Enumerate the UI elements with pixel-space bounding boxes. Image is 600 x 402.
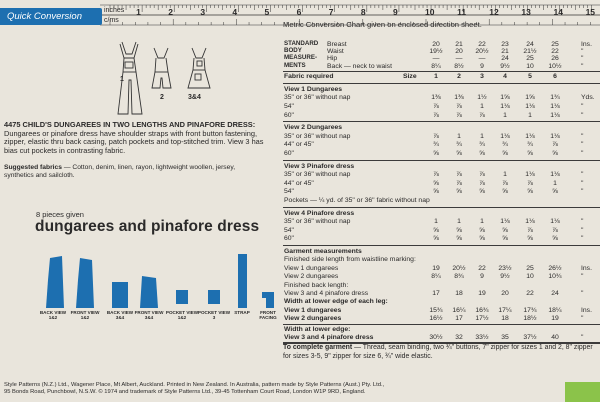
cell-size-6: 1¾ (550, 94, 560, 102)
row-unit: " (581, 273, 584, 281)
suggested-fabrics (4, 164, 266, 180)
cell-size-6: 1⅛ (550, 132, 560, 140)
size-header-4: 4 (503, 72, 507, 80)
cell-size-1: 1 (434, 218, 438, 226)
row-label: 54" (284, 188, 294, 196)
cell-size-2: ⅞ (456, 179, 462, 187)
ruler-tick-3: 3 (200, 7, 206, 17)
cell-size-5: 1⅛ (525, 132, 535, 140)
cell-size-5: 1⅛ (525, 218, 535, 226)
ruler-inches-label: inches (104, 7, 125, 14)
table-rule (283, 121, 600, 122)
cell-size-1: ⅝ (433, 235, 439, 243)
pattern-description-text: Dungarees or pinafore dress have shoulder straps with front button fastening, zipper, elastic thru back casing, patch pockets and top-stitched trim. View 3 has bias cut pockets in contrasting fabric. (4, 128, 264, 155)
row-label: 60" (284, 235, 294, 243)
cell-size-2: 1⅜ (454, 94, 464, 102)
cell-size-1: 20 (432, 41, 440, 48)
suggested-fabrics-label: Suggested fabrics (4, 164, 62, 171)
ruler-tick-2: 2 (168, 7, 173, 17)
ruler-tick-5: 5 (264, 7, 270, 17)
cell-size-3: 9 (480, 62, 484, 70)
cell-size-5: 1⅝ (525, 94, 535, 102)
cell-size-2: 8½ (454, 62, 464, 70)
cell-size-4: ¾ (502, 141, 508, 149)
table-rule (283, 207, 600, 208)
cell-size-6: 26½ (548, 264, 562, 272)
cell-size-3: ⅝ (479, 188, 485, 196)
row-label: View 3 and 4 pinafore dress (284, 290, 369, 297)
cell-size-1: 30½ (429, 334, 443, 341)
row-label: 60" (284, 150, 294, 157)
piece-label-back-1-2: BACK VIEW 1&2 (39, 310, 67, 321)
cell-size-1: 1⅜ (431, 94, 441, 102)
cell-size-6: 26 (551, 55, 559, 63)
cell-size-3: 19 (478, 290, 486, 297)
cell-size-1: ⅝ (433, 179, 439, 187)
row-unit: " (581, 62, 584, 70)
cell-size-6: 25 (551, 41, 559, 48)
measurement-row (283, 62, 600, 71)
green-corner-tab (565, 382, 600, 402)
row-label: View 3 and 4 pinafore dress (284, 334, 374, 341)
cell-size-3: ⅝ (479, 226, 485, 234)
cell-size-1: 19 (432, 264, 440, 272)
row-unit: Yds. (581, 94, 595, 102)
cell-size-4: 17¼ (498, 306, 512, 314)
cell-size-1: 17 (432, 290, 440, 297)
cell-size-3: ⅞ (479, 171, 485, 179)
size-header-5: 5 (528, 72, 532, 80)
piece-label-front-3-4: FRONT VIEW 3&4 (134, 310, 164, 321)
cell-size-5: 18½ (523, 315, 537, 323)
row-unit: " (581, 55, 584, 63)
row-unit: Ins. (581, 41, 592, 48)
cell-size-4: 21 (501, 48, 509, 56)
row-label: Finished side length from waistline marking: (284, 256, 416, 264)
cell-size-6: ⅞ (552, 226, 558, 234)
cell-size-1: ⅝ (433, 150, 439, 157)
ruler-tick-8: 8 (360, 7, 366, 17)
cell-size-1: 15¾ (429, 306, 443, 314)
table-rule (283, 245, 600, 246)
measurements-label-line: STANDARD (284, 40, 319, 47)
row-unit: " (581, 218, 584, 226)
ruler-tick-11: 11 (457, 7, 467, 17)
row-label: 44" or 45" (284, 141, 314, 149)
cell-size-5: 1 (528, 111, 532, 119)
cell-size-2: 16¼ (452, 306, 466, 314)
cell-size-1: 8¼ (431, 62, 441, 70)
row-label: Pockets — ¼ yd. of 35" or 36" fabric without nap (284, 197, 430, 204)
size-header-6: 6 (553, 72, 557, 80)
row-label: 35" or 36" without nap (284, 218, 351, 226)
cell-size-4: 1⅝ (500, 94, 510, 102)
measurements-label-line: MEASURE- (284, 54, 318, 62)
cell-size-5: ¾ (527, 141, 533, 149)
ruler-tick-1: 1 (136, 7, 141, 17)
cell-size-4: 1⅛ (500, 218, 510, 226)
cell-size-4: ⅝ (502, 188, 508, 196)
row-label: 35" or 36" without nap (284, 132, 351, 140)
cell-size-6: 10½ (548, 62, 562, 70)
view-caption-2: 2 (160, 94, 164, 101)
row-unit: " (581, 132, 584, 140)
row-label: View 3 Pinafore dress (284, 162, 355, 170)
view-caption-1: 1 (120, 76, 124, 83)
pattern-number: 4475 (4, 120, 21, 129)
cell-size-4: 18 (501, 315, 509, 323)
cell-size-3: 33½ (475, 334, 489, 341)
cell-size-4: ⅝ (502, 150, 508, 157)
footer-line-1: Style Patterns (N.Z.) Ltd., Wagener Place, Mt Albert, Auckland. Printed in New Zealand. In Australia, pattern made by Style Patterns (Aust.) Pty. Ltd., (4, 382, 385, 388)
cell-size-5: ⅝ (527, 150, 533, 157)
cell-size-3: 20½ (475, 48, 489, 56)
ruler-tick-10: 10 (425, 7, 435, 17)
row-unit: " (581, 171, 584, 179)
cell-size-5: ⅞ (527, 226, 533, 234)
cell-size-6: 24 (551, 290, 559, 297)
row-unit: " (581, 103, 584, 110)
cell-size-4: 23½ (498, 264, 512, 272)
cell-size-4: 1⅛ (500, 132, 510, 140)
cell-size-4: ⅝ (502, 226, 508, 234)
cell-size-5: 37½ (523, 334, 537, 341)
cell-size-3: 17½ (475, 315, 489, 323)
piece-label-pocket-1-2: POCKET VIEW 1&2 (165, 310, 199, 321)
cell-size-6: 22 (551, 48, 559, 56)
cell-size-2: 8¾ (454, 273, 464, 281)
size-header-2: 2 (457, 72, 461, 80)
ruler-tick-4: 4 (232, 7, 238, 17)
cell-size-5: ⅝ (527, 188, 533, 196)
row-label: 54" (284, 103, 294, 110)
cell-size-2: ¾ (456, 141, 462, 149)
row-label: Garment measurements (284, 248, 362, 255)
cell-size-5: 1⅛ (525, 171, 535, 179)
cell-size-2: ⅝ (456, 235, 462, 243)
row-label: Back — neck to waist (327, 62, 392, 70)
view-caption-3-4: 3&4 (188, 94, 201, 101)
footer-line-2: 95 Bonds Road, Punchbowl, N.S.W. © 1974 and trademark of Style Patterns Ltd., 39-45 Tottenham Court Road, London W1P 9RD, England. (4, 389, 366, 395)
size-header-1: 1 (434, 72, 438, 80)
quick-conversion-badge: Quick Conversion (0, 8, 102, 25)
cell-size-1: ⅝ (433, 188, 439, 196)
piece-label-front-1-2: FRONT VIEW 1&2 (70, 310, 100, 321)
cell-size-5: ⅝ (527, 235, 533, 243)
cell-size-1: ⅞ (433, 171, 439, 179)
cell-size-4: 1 (503, 111, 507, 119)
cell-size-4: 24 (501, 55, 509, 63)
row-unit: " (581, 48, 584, 56)
cell-size-5: 25 (526, 264, 534, 272)
cell-size-2: ⅞ (456, 103, 462, 110)
publisher-footer (4, 382, 504, 396)
cell-size-3: — (478, 55, 486, 63)
cell-size-3: 22 (478, 41, 486, 48)
row-label: 54" (284, 226, 294, 234)
cell-size-5: 17¾ (523, 306, 537, 314)
row-label: View 1 Dungarees (284, 85, 343, 93)
cell-size-5: 21½ (523, 48, 537, 56)
cell-size-3: 22 (478, 264, 486, 272)
cell-size-2: ⅞ (456, 111, 462, 119)
garment-row (283, 333, 600, 342)
cell-size-2: 21 (455, 41, 463, 48)
cell-size-2: 1 (457, 218, 461, 226)
row-label: View 4 Pinafore dress (284, 209, 355, 217)
cell-size-1: — (432, 55, 440, 63)
cell-size-1: 8¼ (431, 273, 441, 281)
row-label: 44" or 45" (284, 179, 314, 187)
table-rule (283, 160, 600, 161)
cell-size-4: ⅝ (502, 235, 508, 243)
row-label: View 1 dungarees (284, 306, 342, 314)
fabric-required-label: Fabric required (284, 72, 334, 80)
cell-size-1: ⅞ (433, 103, 439, 110)
cell-size-3: ⅞ (479, 179, 485, 187)
cell-size-3: 1 (480, 103, 484, 110)
cell-size-6: ⅞ (552, 141, 558, 149)
row-label: 60" (284, 111, 294, 119)
cell-size-6: ⅝ (552, 235, 558, 243)
piece-label-strap: STRAP (234, 310, 250, 315)
cell-size-1: ⅞ (433, 132, 439, 140)
to-complete-text: — Thread, seam binding, two ¾" buttons, 7" zipper for sizes 1 and 2, 8" zipper for sizes 3-5, 9" zipper for size 6, ¾" wide elastic. (283, 344, 593, 360)
cell-size-5: 24 (526, 41, 534, 48)
cell-size-6: 10¾ (548, 273, 562, 281)
piece-label-front-facing: FRONT FACING (259, 310, 277, 321)
ruler-cms-label: c/ms (104, 17, 119, 24)
row-label: Hip (327, 55, 338, 63)
ruler-tick-13: 13 (521, 7, 531, 17)
cell-size-3: 1 (480, 218, 484, 226)
cell-size-4: 1 (503, 171, 507, 179)
fabric-required-header (283, 72, 600, 81)
cell-size-4: 9½ (500, 62, 510, 70)
pieces-given: 8 pieces given (36, 210, 84, 219)
cell-size-6: 1⅛ (550, 111, 560, 119)
ruler-tick-7: 7 (328, 7, 334, 17)
cell-size-5: 10 (526, 273, 534, 281)
cell-size-1: ⅞ (433, 111, 439, 119)
size-header-3: 3 (480, 72, 484, 80)
row-label: Width at lower edge of each leg: (284, 298, 388, 306)
cell-size-1: ⅝ (433, 226, 439, 234)
size-label: Size (403, 72, 417, 80)
table-rule (283, 83, 600, 84)
big-title: dungarees and pinafore dress (35, 218, 260, 235)
row-label: Finished back length: (284, 281, 349, 289)
cell-size-3: 1½ (477, 94, 487, 102)
row-label: Waist (327, 48, 344, 56)
piece-label-pocket-3: POCKET VIEW 3 (197, 310, 231, 321)
garment-line-drawing (112, 40, 222, 116)
row-label: 35" or 36" without nap (284, 171, 351, 179)
pattern-pieces (39, 250, 284, 336)
row-label: 35" or 36" without nap (284, 94, 351, 102)
cell-size-4: 20 (501, 290, 509, 297)
cell-size-6: 40 (551, 334, 559, 341)
measurements-label-line: MENTS (284, 61, 306, 69)
ruler-tick-15: 15 (585, 7, 596, 17)
row-unit: " (581, 315, 584, 323)
cell-size-5: 22 (526, 290, 534, 297)
pattern-title: CHILD'S DUNGAREES IN TWO LENGTHS AND PINAFORE DRESS: (22, 120, 256, 129)
cell-size-2: 17 (455, 315, 463, 323)
row-label: View 2 Dungarees (284, 124, 343, 132)
cell-size-4: 35 (501, 334, 509, 341)
row-unit: " (581, 334, 584, 341)
cell-size-3: 1 (480, 132, 484, 140)
pockets-row (283, 196, 600, 205)
cell-size-6: 18¼ (548, 306, 562, 314)
ruler-tick-14: 14 (553, 7, 563, 17)
cell-size-5: 1⅛ (525, 103, 535, 110)
cell-size-3: 16¾ (475, 306, 489, 314)
cell-size-2: 20 (455, 48, 463, 56)
row-label: View 2 dungarees (284, 315, 342, 323)
cell-size-1: 16½ (429, 315, 443, 323)
cell-size-3: ¾ (479, 141, 485, 149)
measurements-label-line: BODY (284, 47, 302, 55)
cell-size-2: ⅞ (456, 171, 462, 179)
cell-size-6: 1⅛ (550, 103, 560, 110)
cell-size-2: 20½ (452, 264, 466, 272)
cell-size-5: 10 (526, 62, 534, 70)
cell-size-6: ⅝ (552, 188, 558, 196)
cell-size-1: 19½ (429, 48, 443, 56)
cell-size-6: ⅝ (552, 150, 558, 157)
cell-size-5: 25 (526, 55, 534, 63)
piece-label-back-3-4: BACK VIEW 3&4 (106, 310, 134, 321)
row-unit: " (581, 226, 584, 234)
ruler-tick-12: 12 (489, 7, 499, 17)
row-label: Width at lower edge: (284, 325, 351, 333)
cell-size-2: ⅝ (456, 150, 462, 157)
cell-size-4: 9½ (500, 273, 510, 281)
garment-row (283, 314, 600, 323)
suggested-fabrics-text: — Cotton, denim, linen, rayon, lightweight woollen, jersey, synthetics and sailcloth. (4, 164, 236, 180)
row-unit: " (581, 179, 584, 187)
cell-size-3: 9 (480, 273, 484, 281)
row-unit: " (581, 290, 584, 297)
cell-size-2: ⅝ (456, 188, 462, 196)
to-complete-garment (283, 344, 599, 361)
cell-size-4: ⅞ (502, 179, 508, 187)
cell-size-2: 32 (455, 334, 463, 341)
cell-size-6: 1⅛ (550, 218, 560, 226)
cell-size-6: 1⅛ (550, 171, 560, 179)
cell-size-3: ⅝ (479, 235, 485, 243)
cell-size-5: ⅞ (527, 179, 533, 187)
row-unit: Ins. (581, 264, 592, 272)
row-unit: " (581, 141, 584, 149)
fabric-row (283, 234, 600, 243)
row-label: View 1 dungarees (284, 264, 339, 272)
cell-size-2: — (455, 55, 463, 63)
ruler-tick-6: 6 (296, 7, 302, 17)
cell-size-3: ⅞ (479, 111, 485, 119)
fabric-row (283, 111, 600, 120)
row-unit: " (581, 235, 584, 243)
row-unit: " (581, 188, 584, 196)
cell-size-2: ⅝ (456, 226, 462, 234)
cell-size-3: ⅝ (479, 150, 485, 157)
cell-size-6: 19 (551, 315, 559, 323)
metric-intro: Metric Conversion Chart given on enclosed direction sheet. (283, 20, 482, 29)
cell-size-2: 1 (457, 132, 461, 140)
row-label: View 2 dungarees (284, 273, 339, 281)
cell-size-1: ¾ (433, 141, 439, 149)
row-unit: Ins. (581, 306, 592, 314)
cell-size-6: 1 (553, 179, 557, 187)
ruler-tick-9: 9 (392, 7, 398, 17)
cell-size-4: 23 (501, 41, 509, 48)
row-unit: " (581, 150, 584, 157)
pattern-description (4, 121, 266, 155)
pattern-pieces-graphic (44, 250, 284, 312)
row-unit: " (581, 111, 584, 119)
row-label: Breast (327, 41, 347, 48)
to-complete-label: To complete garment (283, 344, 353, 352)
cell-size-2: 18 (455, 290, 463, 297)
cell-size-4: 1⅛ (500, 103, 510, 110)
fabric-row (283, 149, 600, 158)
